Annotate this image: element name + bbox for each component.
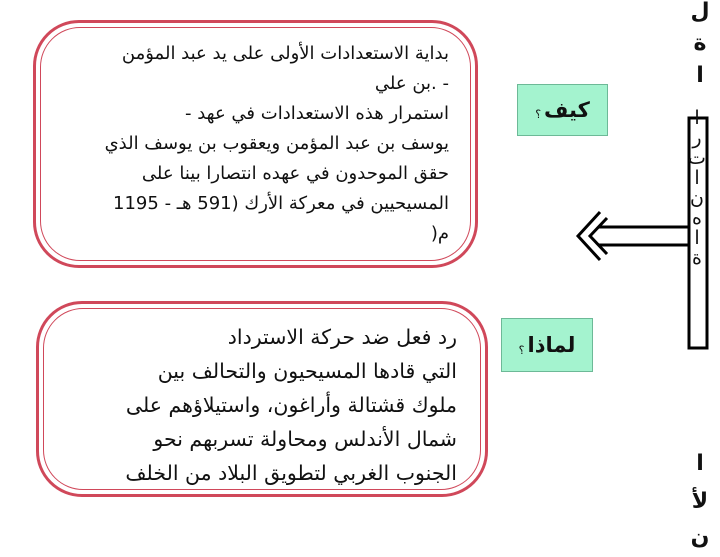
- how-question-mark: ؟: [535, 108, 542, 121]
- why-answer-text: رد فعل ضد حركة الاسترداد التي قادها المسيحيون والتحالف بين ملوك قشتالة وأراغون، واستيلاؤهم على شمال الأندلس ومحاولة تسربهم نحو الجنوب الغربي لتطويق البلاد من الخلف: [125, 325, 457, 485]
- vertical-title: [683, 108, 711, 268]
- vertical-glyph: ه: [692, 207, 702, 229]
- how-answer-card: [33, 20, 478, 268]
- why-label: لماذا: [527, 333, 576, 357]
- edge-glyph-5: لأ: [691, 489, 709, 514]
- edge-glyph-2: ة: [693, 31, 707, 56]
- why-question-mark: ؟: [518, 344, 525, 357]
- how-label: كيف: [544, 98, 590, 122]
- edge-glyph-3: ا: [696, 63, 704, 88]
- edge-glyph-4: ا: [696, 451, 704, 476]
- edge-glyph-1: ل: [690, 0, 710, 24]
- vertical-glyph: ا: [694, 227, 700, 249]
- vertical-glyph: ن: [690, 187, 704, 209]
- how-answer-text: بداية الاستعدادات الأولى على يد عبد المؤمن - .بن علي استمرار هذه الاستعدادات في عهد - يوسف بن عبد المؤمن ويعقوب بن يوسف الذي حقق الموحدون في عهده انتصارا بينا على المسيحيين في معركة الأرك (591 هـ - 1195 م(: [104, 43, 449, 244]
- how-label-box: [517, 84, 608, 136]
- vertical-glyph: ت: [688, 147, 706, 169]
- why-answer-card: [36, 301, 488, 497]
- vertical-glyph: ا: [694, 167, 700, 189]
- why-label-box: [501, 318, 593, 372]
- vertical-glyph: ة: [692, 247, 702, 269]
- vertical-glyph: ا: [694, 107, 700, 129]
- edge-glyph-6: ن: [690, 525, 710, 550]
- vertical-glyph: ر: [692, 127, 702, 149]
